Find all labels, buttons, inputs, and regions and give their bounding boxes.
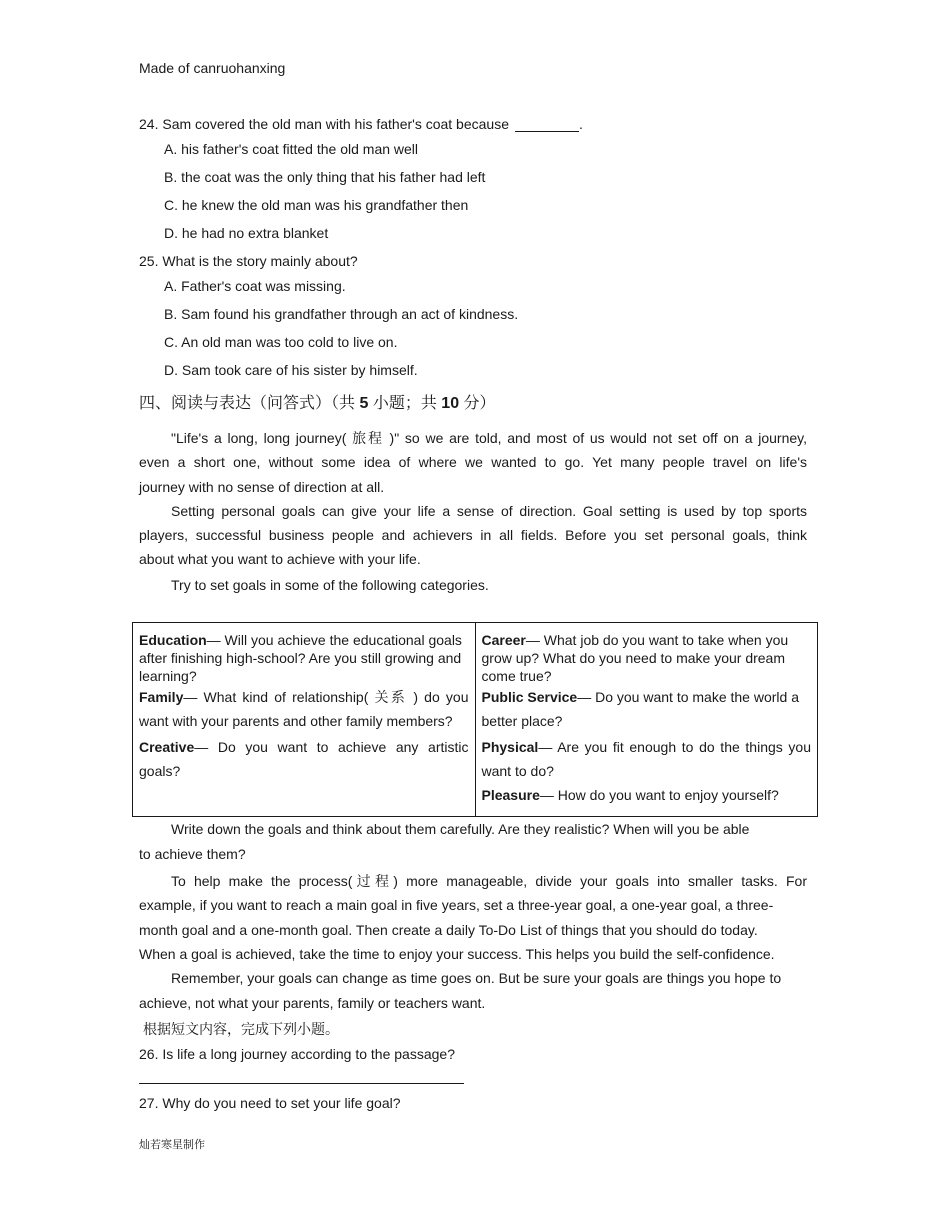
- option-25-a: A. Father's coat was missing.: [164, 278, 346, 294]
- category-family: [139, 685, 469, 733]
- passage-p1-line2: even a short one, without some idea of where we wanted to go. Yet many people travel on life's: [139, 454, 807, 470]
- section-mid: 小题；共: [372, 395, 437, 412]
- category-physical: [482, 735, 812, 783]
- table-right-cell: [475, 623, 818, 817]
- passage-p1-line1: "Life's a long, long journey( 旅程 )" so we are told, and most of us would not set off on a journey,: [171, 430, 807, 446]
- section-prefix: 四、阅读与表达（问答式）（共: [139, 395, 356, 412]
- passage-p5-line2: example, if you want to reach a main goal in five years, set a three-year goal, a one-year goal, a three-: [139, 897, 774, 913]
- page-footer: 灿若寒星制作: [139, 1139, 205, 1151]
- passage-p5-line3: month goal and a one-month goal. Then create a daily To-Do List of things that you should do today.: [139, 922, 758, 938]
- table-left-cell: [133, 623, 476, 817]
- category-term: Physical: [481, 739, 539, 755]
- question-25-stem: 25. What is the story mainly about?: [139, 253, 358, 269]
- answer-line: [139, 1083, 464, 1084]
- category-public-service: [482, 685, 812, 733]
- question-24-stem: 24. Sam covered the old man with his father's coat because: [139, 116, 509, 132]
- category-term: Family: [139, 689, 184, 705]
- question-24: [139, 116, 583, 132]
- section-suffix: 分）: [463, 395, 496, 412]
- category-term: Creative: [139, 739, 195, 755]
- category-text: — Will you achieve the educational goals after finishing high-school? Are you still growing and learning?: [139, 632, 462, 684]
- answer-blank: [515, 117, 579, 132]
- category-pleasure: [482, 783, 812, 807]
- instruction: 根据短文内容，完成下列小题。: [143, 1021, 339, 1037]
- category-text: — Do you want to achieve any artistic goals?: [139, 739, 469, 779]
- option-24-a: A. his father's coat fitted the old man well: [164, 141, 419, 157]
- option-24-c: C. he knew the old man was his grandfather then: [164, 197, 469, 213]
- passage-p6-line1: Remember, your goals can change as time goes on. But be sure your goals are things you hope to: [171, 970, 782, 986]
- category-career: [482, 631, 812, 685]
- category-text: — What job do you want to take when you grow up? What do you need to make your dream come true?: [481, 632, 789, 684]
- passage-p5-line1: To help make the process(过程) more manageable, divide your goals into smaller tasks. For: [171, 873, 807, 889]
- section-count: 5: [359, 395, 369, 412]
- passage-p3: Try to set goals in some of the following categories.: [171, 577, 489, 593]
- category-creative: [139, 735, 469, 783]
- goal-categories-table: [132, 622, 818, 817]
- passage-p4-line2: to achieve them?: [139, 846, 246, 862]
- passage-p6-line2: achieve, not what your parents, family or teachers want.: [139, 995, 486, 1011]
- option-25-b: B. Sam found his grandfather through an act of kindness.: [164, 306, 519, 322]
- passage-p4-line1: Write down the goals and think about them carefully. Are they realistic? When will you be able: [171, 821, 750, 837]
- question-26: 26. Is life a long journey according to the passage?: [139, 1046, 455, 1062]
- category-text: — How do you want to enjoy yourself?: [539, 787, 779, 803]
- passage-p5-line4: When a goal is achieved, take the time to enjoy your success. This helps you build the self-confidence.: [139, 946, 775, 962]
- category-education: [139, 631, 469, 685]
- question-27: 27. Why do you need to set your life goal?: [139, 1095, 401, 1111]
- category-term: Public Service: [481, 689, 578, 705]
- category-text: — Are you fit enough to do the things you want to do?: [481, 739, 811, 779]
- page-header: Made of canruohanxing: [139, 60, 286, 76]
- section-score: 10: [441, 395, 460, 412]
- option-25-d: D. Sam took care of his sister by himself.: [164, 362, 418, 378]
- category-term: Career: [481, 632, 526, 648]
- passage-p1-line3: journey with no sense of direction at all.: [139, 479, 385, 495]
- category-term: Pleasure: [481, 787, 540, 803]
- category-text: — What kind of relationship( 关系 ) do you want with your parents and other family members?: [139, 689, 469, 729]
- question-24-end: .: [579, 116, 583, 132]
- category-text: — Do you want to make the world a better place?: [481, 689, 799, 729]
- passage-p2-line3: about what you want to achieve with your life.: [139, 551, 421, 567]
- category-term: Education: [139, 632, 207, 648]
- passage-p2-line2: players, successful business people and achievers in all fields. Before you set personal goals, think: [139, 527, 807, 543]
- passage-p2-line1: Setting personal goals can give your life a sense of direction. Goal setting is used by top sports: [171, 503, 807, 519]
- section-heading: [139, 390, 496, 413]
- option-25-c: C. An old man was too cold to live on.: [164, 334, 398, 350]
- option-24-b: B. the coat was the only thing that his father had left: [164, 169, 486, 185]
- option-24-d: D. he had no extra blanket: [164, 225, 329, 241]
